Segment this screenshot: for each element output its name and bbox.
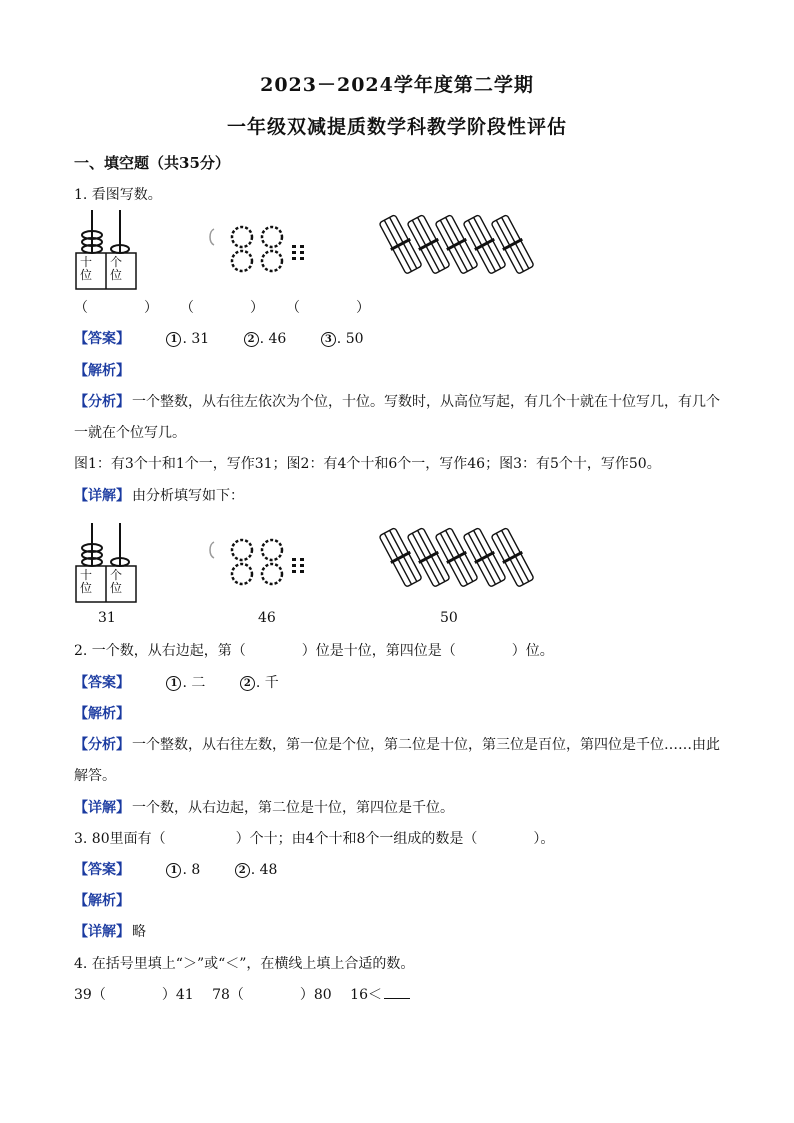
answer-tag: 【答案】 — [74, 331, 130, 347]
abacus-label-ones: 个位 — [110, 255, 123, 282]
q2-stem: 2. 一个数，从右边起，第（ ）位是十位，第四位是（ ）位。 — [74, 643, 554, 659]
q1-answer-3: 3 . 50 — [321, 331, 364, 347]
q3-xiangjie: 【详解】 略 — [74, 924, 146, 940]
q1-answer — [74, 328, 364, 348]
q1-fenxi: 【分析】 一个整数，从右往左依次为个位，十位。写数时，从高位写起，有几个十就在十位写几，有几个 — [74, 394, 720, 410]
q2-xiangjie: 【详解】 一个数，从右边起，第二位是十位，第四位是千位。 — [74, 800, 454, 816]
q1-stem: 1. 看图写数。 — [74, 187, 162, 203]
q1-fig-explain: 图1：有3个十和1个一，写作31；图2：有4个十和6个一，写作46；图3：有5个十，写作50。 — [74, 456, 661, 472]
dot-rings-icon — [232, 227, 282, 271]
single-dots-icon — [292, 245, 304, 260]
q1-xiangjie: 【详解】 由分析填写如下： — [74, 488, 244, 504]
q2-answer-2: 2 . 千 — [240, 672, 279, 692]
q1-filled-2: 46 — [258, 610, 276, 626]
stick-bundles-icon — [377, 214, 534, 276]
q1-filled-3: 50 — [440, 610, 458, 626]
q2-fenxi-cont: 解答。 — [74, 768, 116, 784]
q1-figures-filled — [74, 518, 534, 607]
section-heading: 一、填空题（共35分） — [74, 154, 230, 172]
exam-title-line1: 2023－2024学年度第二学期 — [260, 74, 534, 96]
q1-answer-1: 1 . 31 — [166, 331, 209, 347]
q1-filled-1: 31 — [98, 610, 116, 626]
q1-figures-svg — [74, 205, 534, 290]
abacus-label-tens: 十位 — [80, 255, 93, 282]
q1-figures-original — [74, 205, 534, 294]
q2-answer-1: 1 . 二 — [166, 672, 205, 692]
q1-answer-2: 2 . 46 — [244, 331, 287, 347]
q3-answer: 【答案】 1 . 8 2 . 48 — [74, 862, 278, 878]
exam-title-line2: 一年级双减提质数学科教学阶段性评估 — [226, 116, 567, 138]
q1-fenxi-cont: 一就在个位写几。 — [74, 425, 186, 441]
q3-answer-1: 1 . 8 — [166, 862, 200, 878]
q3-stem: 3. 80里面有（ ）个十；由4个十和8个一组成的数是（ ）。 — [74, 831, 555, 847]
q2-fenxi: 【分析】 一个整数，从右往左数，第一位是个位，第二位是十位，第三位是百位，第四位是千位……由此 — [74, 737, 720, 753]
abacus2-label-tens: 十位 — [80, 568, 93, 595]
abacus2-label-ones: 个位 — [110, 568, 123, 595]
q1-figures-filled-svg — [74, 518, 534, 603]
q2-jiexi-tag: 【解析】 — [74, 706, 130, 722]
q2-answer: 【答案】 1 . 二 2 . 千 — [74, 672, 279, 692]
q3-jiexi-tag: 【解析】 — [74, 893, 130, 909]
q4-blank-line[interactable] — [384, 998, 410, 999]
q1-jiexi-tag: 【解析】 — [74, 363, 130, 379]
q4-items: 39（ ）41 78（ ）80 16＜ — [74, 984, 410, 1004]
q1-blank-1[interactable]: （ ） — [74, 300, 158, 316]
q1-blank-3[interactable]: （ ） — [286, 300, 370, 316]
q1-blank-2[interactable]: （ ） — [180, 300, 264, 316]
q3-answer-2: 2 . 48 — [235, 862, 278, 878]
q4-stem: 4. 在括号里填上“＞”或“＜”，在横线上填上合适的数。 — [74, 956, 415, 972]
